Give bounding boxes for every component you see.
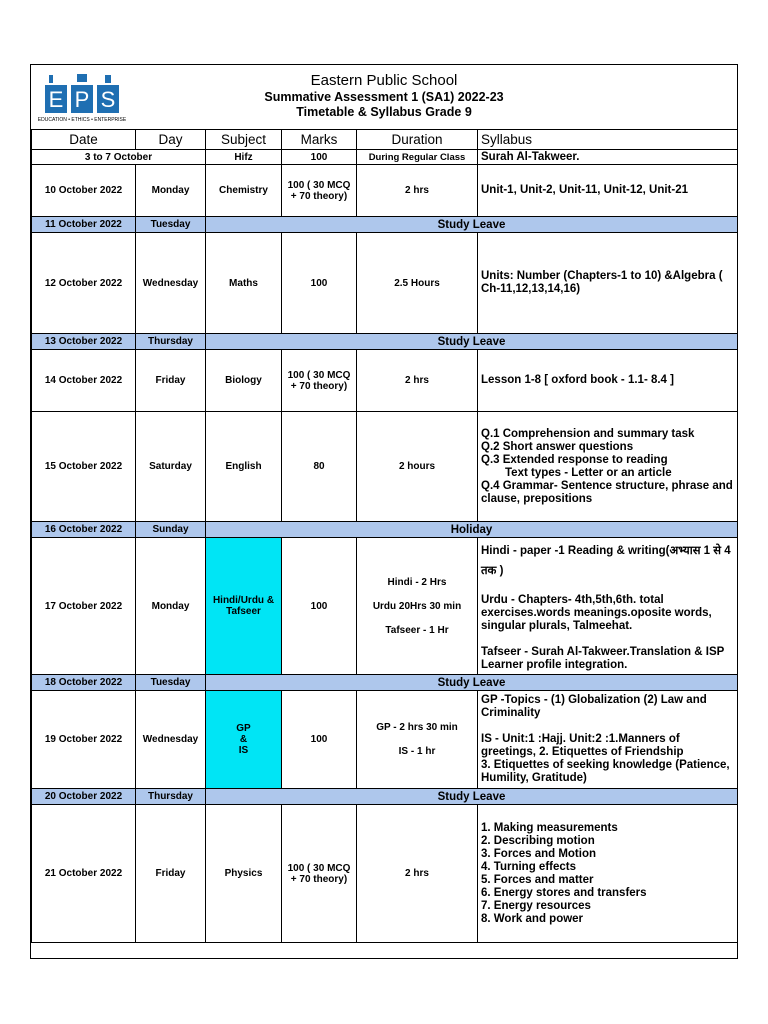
subject-cell: Physics [206, 805, 282, 943]
marks-cell: 100 ( 30 MCQ + 70 theory) [282, 165, 357, 217]
syllabus-line: Q.2 Short answer questions [481, 440, 634, 453]
day-cell: Sunday [136, 522, 206, 538]
syllabus-cell: Units: Number (Chapters-1 to 10) &Algebra ( Ch-11,12,13,14,16) [478, 233, 738, 334]
study-leave-label: Study Leave [206, 217, 738, 233]
table-row [32, 150, 738, 165]
syllabus-cell: Unit-1, Unit-2, Unit-11, Unit-12, Unit-21 [478, 165, 738, 217]
timetable-title: Timetable & Syllabus Grade 9 [296, 105, 472, 119]
logo-letter-s: S [100, 87, 116, 112]
syllabus-cell [478, 691, 738, 789]
duration-cell [357, 691, 478, 789]
subject-cell: Biology [206, 350, 282, 412]
duration-line: Tafseer - 1 Hr [385, 624, 449, 636]
syllabus-line: Q.1 Comprehension and summary task [481, 427, 695, 440]
date-cell: 18 October 2022 [32, 675, 136, 691]
subject-cell: English [206, 412, 282, 522]
duration-cell: 2 hrs [357, 805, 478, 943]
duration-line: Urdu 20Hrs 30 min [372, 600, 462, 612]
subject-line: & [239, 734, 248, 745]
duration-cell: 2 hrs [357, 165, 478, 217]
subject-cell [206, 691, 282, 789]
study-leave-label: Study Leave [206, 675, 738, 691]
subject-line: IS [238, 745, 249, 756]
study-leave-label: Study Leave [206, 334, 738, 350]
syllabus-cell [478, 412, 738, 522]
syllabus-line: 5. Forces and matter [481, 873, 594, 886]
day-cell: Thursday [136, 334, 206, 350]
leave-row [32, 675, 738, 691]
syllabus-line: IS - Unit:1 :Hajj. Unit:2 :1.Manners of greetings, 2. Etiquettes of Friendship [481, 733, 684, 758]
syllabus-line: 1. Making measurements [481, 821, 618, 834]
date-cell: 19 October 2022 [32, 691, 136, 789]
school-name: Eastern Public School [310, 72, 458, 89]
logo-letter-p: P [74, 87, 90, 112]
syllabus-line: 3. Etiquettes of seeking knowledge (Patience, Humility, Gratitude) [481, 759, 730, 784]
syllabus-line: 2. Describing motion [481, 834, 595, 847]
duration-cell: 2 hrs [357, 350, 478, 412]
table-row [32, 233, 738, 334]
duration-cell: 2 hours [357, 412, 478, 522]
syllabus-line: Q.3 Extended response to reading [481, 453, 668, 466]
syllabus-cell: Lesson 1-8 [ oxford book - 1.1- 8.4 ] [478, 350, 738, 412]
date-cell: 10 October 2022 [32, 165, 136, 217]
date-cell: 14 October 2022 [32, 350, 136, 412]
syllabus-line: Text types - Letter or an article [505, 466, 672, 479]
syllabus-line: Hindi - paper -1 Reading & writing(अभ्यास 1 से 4 तक ) [481, 544, 731, 577]
table-row [32, 538, 738, 675]
marks-cell: 100 ( 30 MCQ + 70 theory) [282, 350, 357, 412]
date-cell: 3 to 7 October [32, 150, 206, 165]
syllabus-line: 8. Work and power [481, 912, 584, 925]
day-cell: Monday [136, 538, 206, 675]
col-header-marks: Marks [282, 130, 357, 150]
subject-line: GP [236, 723, 251, 734]
leave-row [32, 789, 738, 805]
table-row [32, 805, 738, 943]
date-cell: 17 October 2022 [32, 538, 136, 675]
date-cell: 21 October 2022 [32, 805, 136, 943]
duration-cell: During Regular Class [357, 150, 478, 165]
holiday-label: Holiday [206, 522, 738, 538]
marks-cell: 100 [282, 150, 357, 165]
subject-cell: Chemistry [206, 165, 282, 217]
duration-line: GP - 2 hrs 30 min [376, 722, 458, 733]
duration-line: IS - 1 hr [398, 746, 436, 757]
date-cell: 11 October 2022 [32, 217, 136, 233]
table-row [32, 165, 738, 217]
timetable-sheet [30, 64, 738, 959]
leave-row [32, 334, 738, 350]
marks-cell: 100 [282, 233, 357, 334]
timetable [31, 129, 738, 943]
subject-cell: Hindi/Urdu & Tafseer [206, 538, 282, 675]
date-cell: 15 October 2022 [32, 412, 136, 522]
table-row [32, 350, 738, 412]
col-header-syllabus: Syllabus [478, 130, 738, 150]
syllabus-line: 3. Forces and Motion [481, 847, 597, 860]
day-cell: Wednesday [136, 233, 206, 334]
marks-cell: 100 ( 30 MCQ + 70 theory) [282, 805, 357, 943]
study-leave-label: Study Leave [206, 789, 738, 805]
day-cell: Friday [136, 805, 206, 943]
subject-cell: Hifz [206, 150, 282, 165]
duration-cell: 2.5 Hours [357, 233, 478, 334]
col-header-duration: Duration [357, 130, 478, 150]
date-cell: 13 October 2022 [32, 334, 136, 350]
day-cell: Monday [136, 165, 206, 217]
syllabus-line: Q.4 Grammar- Sentence structure, phrase and clause, prepositions [481, 479, 733, 505]
duration-line: Hindi - 2 Hrs [387, 576, 447, 588]
syllabus-line: Tafseer - Surah Al-Takweer.Translation & ISP Learner profile integration. [481, 645, 725, 671]
syllabus-line: 6. Energy stores and transfers [481, 886, 647, 899]
logo-tagline: EDUCATION • ETHICS • ENTERPRISE [37, 117, 127, 123]
subject-cell: Maths [206, 233, 282, 334]
date-cell: 16 October 2022 [32, 522, 136, 538]
col-header-day: Day [136, 130, 206, 150]
marks-cell: 100 [282, 691, 357, 789]
leave-row [32, 217, 738, 233]
date-cell: 20 October 2022 [32, 789, 136, 805]
syllabus-cell: Surah Al-Takweer. [478, 150, 738, 165]
logo-letter-e: E [48, 87, 64, 112]
table-row [32, 412, 738, 522]
syllabus-line: GP -Topics - (1) Globalization (2) Law and Criminality [481, 694, 707, 719]
marks-cell: 80 [282, 412, 357, 522]
day-cell: Thursday [136, 789, 206, 805]
syllabus-cell [478, 805, 738, 943]
syllabus-line: Urdu - Chapters- 4th,5th,6th. total exercises.words meanings.oposite words, singular plurals, Talmeehat. [481, 593, 712, 632]
holiday-row [32, 522, 738, 538]
table-row [32, 691, 738, 789]
syllabus-cell [478, 538, 738, 675]
marks-cell: 100 [282, 538, 357, 675]
day-cell: Friday [136, 350, 206, 412]
syllabus-line: 7. Energy resources [481, 899, 591, 912]
col-header-date: Date [32, 130, 136, 150]
col-header-subject: Subject [206, 130, 282, 150]
date-cell: 12 October 2022 [32, 233, 136, 334]
day-cell: Wednesday [136, 691, 206, 789]
day-cell: Saturday [136, 412, 206, 522]
header-row [32, 130, 738, 150]
assessment-title: Summative Assessment 1 (SA1) 2022-23 [264, 90, 504, 104]
duration-cell [357, 538, 478, 675]
syllabus-line: 4. Turning effects [481, 860, 576, 873]
day-cell: Tuesday [136, 217, 206, 233]
day-cell: Tuesday [136, 675, 206, 691]
